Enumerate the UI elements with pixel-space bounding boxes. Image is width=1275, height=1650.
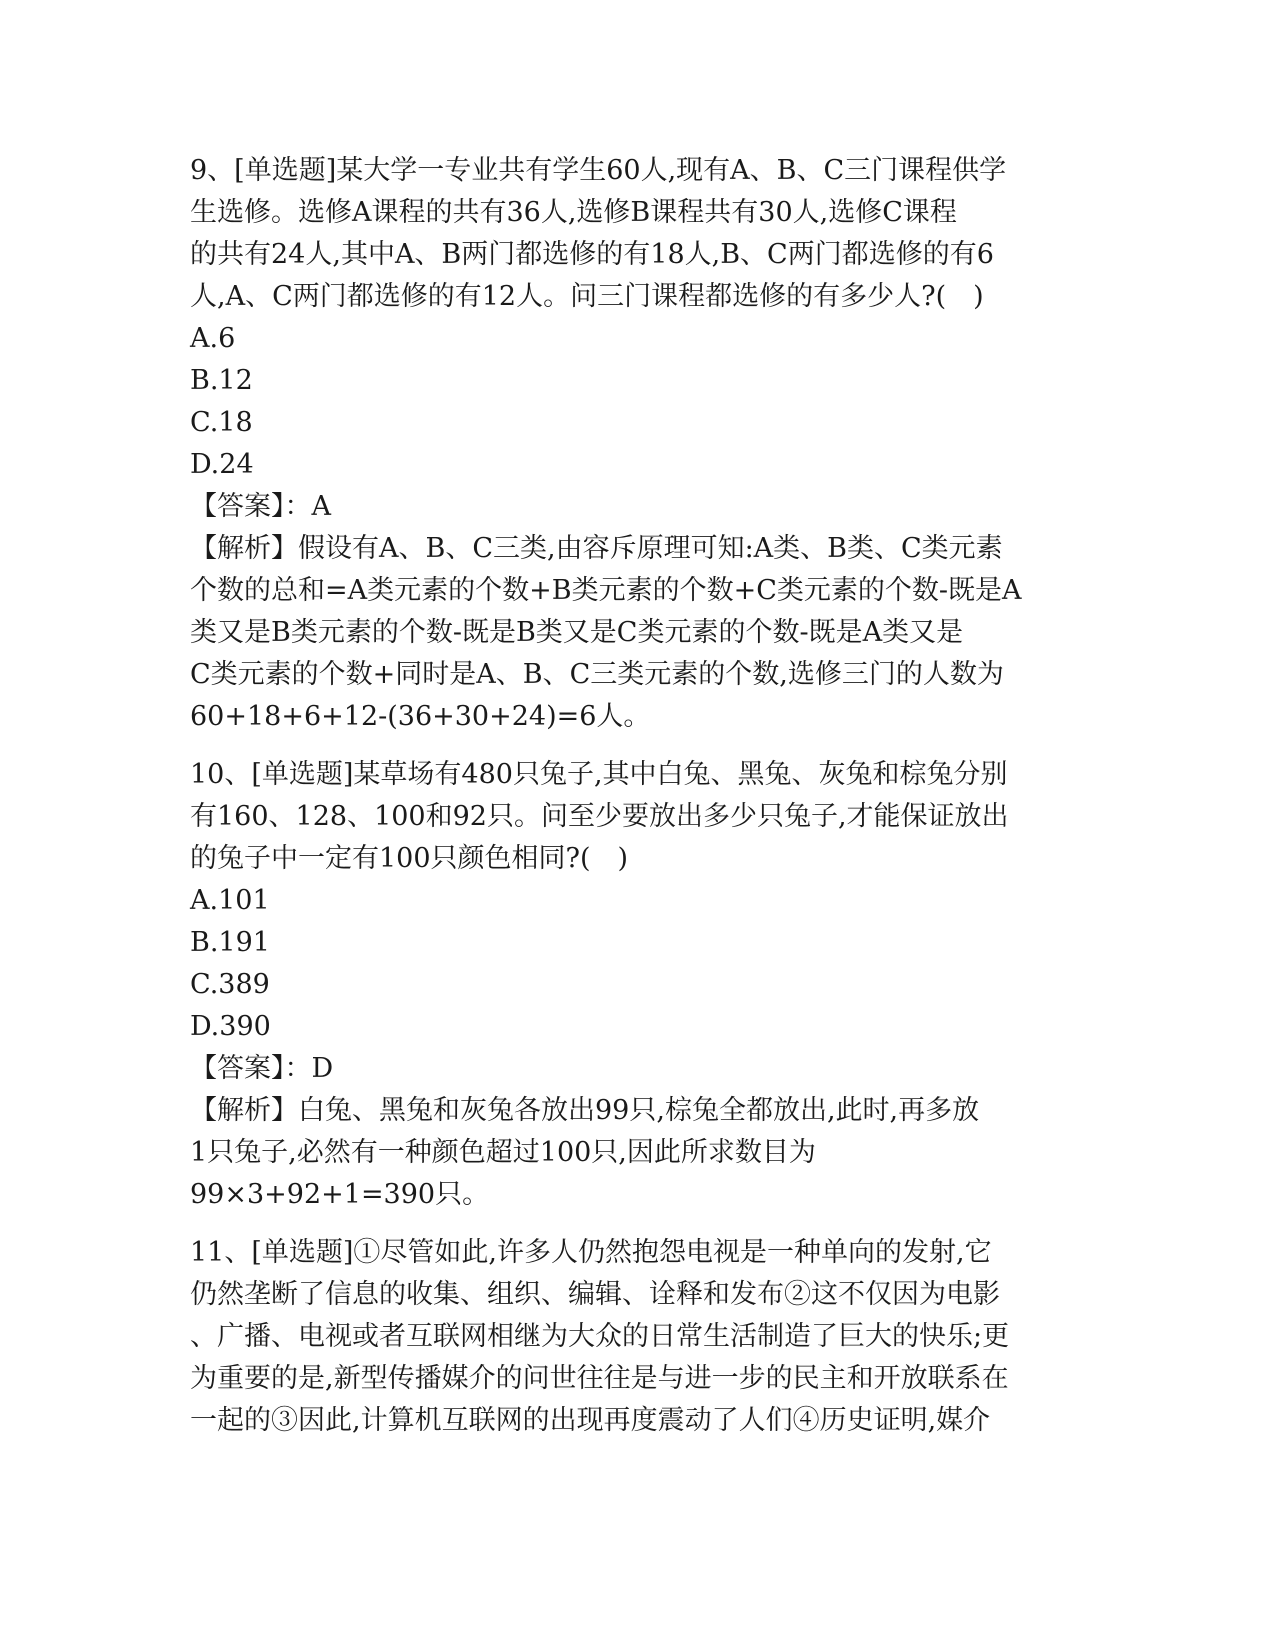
option-a: A.101 — [190, 885, 270, 916]
document-page — [190, 150, 1090, 1442]
question-11 — [190, 1232, 1090, 1442]
analysis-line: 个数的总和=A类元素的个数+B类元素的个数+C类元素的个数-既是A — [190, 575, 1022, 606]
answer-value: A — [311, 491, 331, 522]
option-d: D.390 — [190, 1011, 271, 1042]
option-a: A.6 — [190, 323, 236, 354]
option-b: B.191 — [190, 927, 270, 958]
analysis-text: 白兔、黑兔和灰兔各放出99只,棕兔全都放出,此时,再多放 — [298, 1095, 980, 1126]
option-c: C.389 — [190, 969, 270, 1000]
question-stem-line: 仍然垄断了信息的收集、组织、编辑、诠释和发布②这不仅因为电影 — [190, 1279, 1000, 1310]
question-stem-line: 有160、128、100和92只。问至少要放出多少只兔子,才能保证放出 — [190, 801, 1009, 832]
question-stem-line: 9、[单选题]某大学一专业共有学生60人,现有A、B、C三门课程供学 — [190, 155, 1007, 186]
answer-label: 【答案】： — [190, 1053, 312, 1084]
question-10 — [190, 754, 1090, 1216]
option-b: B.12 — [190, 365, 253, 396]
answer-line — [190, 1048, 1090, 1090]
question-stem-line: 的共有24人,其中A、B两门都选修的有18人,B、C两门都选修的有6 — [190, 239, 994, 270]
analysis-label: 【解析】 — [190, 533, 298, 564]
question-stem-line: 的兔子中一定有100只颜色相同?( ) — [190, 843, 629, 874]
question-stem-line: 人,A、C两门都选修的有12人。问三门课程都选修的有多少人?( ) — [190, 281, 984, 312]
question-9 — [190, 150, 1090, 738]
analysis-line: 60+18+6+12-(36+30+24)=6人。 — [190, 701, 651, 732]
analysis-line: 99×3+92+1=390只。 — [190, 1179, 490, 1210]
question-stem-line: 生选修。选修A课程的共有36人,选修B课程共有30人,选修C课程 — [190, 197, 957, 228]
answer-value: D — [311, 1053, 334, 1084]
analysis-line: 1只兔子,必然有一种颜色超过100只,因此所求数目为 — [190, 1137, 816, 1168]
analysis-label: 【解析】 — [190, 1095, 298, 1126]
answer-label: 【答案】： — [190, 491, 312, 522]
question-stem-line: 11、[单选题]①尽管如此,许多人仍然抱怨电视是一种单向的发射,它 — [190, 1237, 992, 1268]
question-separator — [190, 1216, 1090, 1232]
option-d: D.24 — [190, 449, 254, 480]
option-c: C.18 — [190, 407, 253, 438]
analysis-line — [190, 528, 1090, 570]
answer-line — [190, 486, 1090, 528]
question-stem-line: 、广播、电视或者互联网相继为大众的日常生活制造了巨大的快乐;更 — [190, 1321, 1010, 1352]
analysis-text: 假设有A、B、C三类,由容斥原理可知:A类、B类、C类元素 — [298, 533, 1003, 564]
question-stem-line: 10、[单选题]某草场有480只兔子,其中白兔、黑兔、灰兔和棕兔分别 — [190, 759, 1008, 790]
analysis-line: C类元素的个数+同时是A、B、C三类元素的个数,选修三门的人数为 — [190, 659, 1004, 690]
question-separator — [190, 738, 1090, 754]
analysis-line — [190, 1090, 1090, 1132]
analysis-line: 类又是B类元素的个数-既是B类又是C类元素的个数-既是A类又是 — [190, 617, 964, 648]
question-stem-line: 一起的③因此,计算机互联网的出现再度震动了人们④历史证明,媒介 — [190, 1405, 991, 1436]
question-stem-line: 为重要的是,新型传播媒介的问世往往是与进一步的民主和开放联系在 — [190, 1363, 1009, 1394]
